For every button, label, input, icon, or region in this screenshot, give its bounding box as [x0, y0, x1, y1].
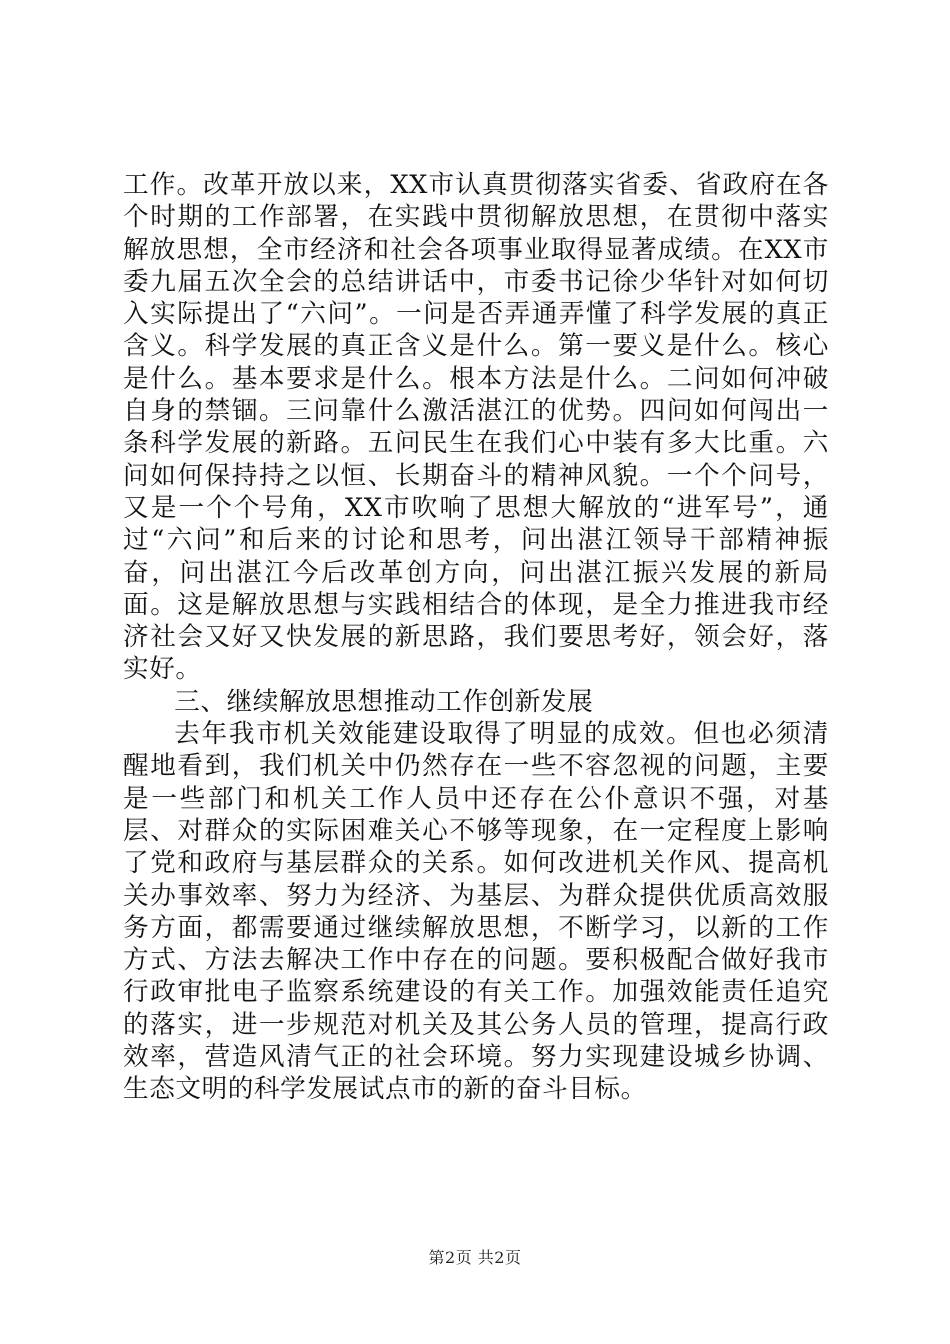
section-heading: 三、继续解放思想推动工作创新发展: [174, 686, 594, 717]
body-paragraph-1: 工作。改革开放以来，XX市认真贯彻落实省委、省政府在各个时期的工作部署，在实践中贯彻解放思想，在贯彻中落实解放思想，全市经济和社会各项事业取得显著成绩。在XX市委九届五次全会的总结讲话中，市委书记徐少华针对如何切入实际提出了“六问”。一问是否弄通弄懂了科学发展的真正含义。科学发展的真正含义是什么。第一要义是什么。核心是什么。基本要求是什么。根本方法是什么。二问如何冲破自身的禁锢。三问靠什么激活湛江的优势。四问如何闯出一条科学发展的新路。五问民生在我们心中装有多大比重。六问如何保持持之以恒、长期奋斗的精神风貌。一个个问号，又是一个个号角，XX市吹响了思想大解放的“进军号”，通过“六问”和后来的讨论和思考，问出湛江领导干部精神振奋，问出湛江今后改革创方向，问出湛江振兴发展的新局面。这是解放思想与实践相结合的体现，是全力推进我市经济社会又好又快发展的新思路，我们要思考好，领会好，落实好。: [123, 170, 829, 685]
document-body: [123, 169, 829, 1106]
page-footer: 第2页 共2页: [428, 1248, 522, 1267]
body-paragraph-2: 去年我市机关效能建设取得了明显的成效。但也必须清醒地看到，我们机关中仍然存在一些不容忽视的问题，主要是一些部门和机关工作人员中还存在公仆意识不强，对基层、对群众的实际困难关心不够等现象，在一定程度上影响了党和政府与基层群众的关系。如何改进机关作风、提高机关办事效率、努力为经济、为基层、为群众提供优质高效服务方面，都需要通过继续解放思想，不断学习，以新的工作方式、方法去解决工作中存在的问题。要积极配合做好我市行政审批电子监察系统建设的有关工作。加强效能责任追究的落实，进一步规范对机关及其公务人员的管理，提高行政效率，营造风清气正的社会环境。努力实现建设城乡协调、生态文明的科学发展试点市的新的奋斗目标。: [123, 719, 829, 1105]
